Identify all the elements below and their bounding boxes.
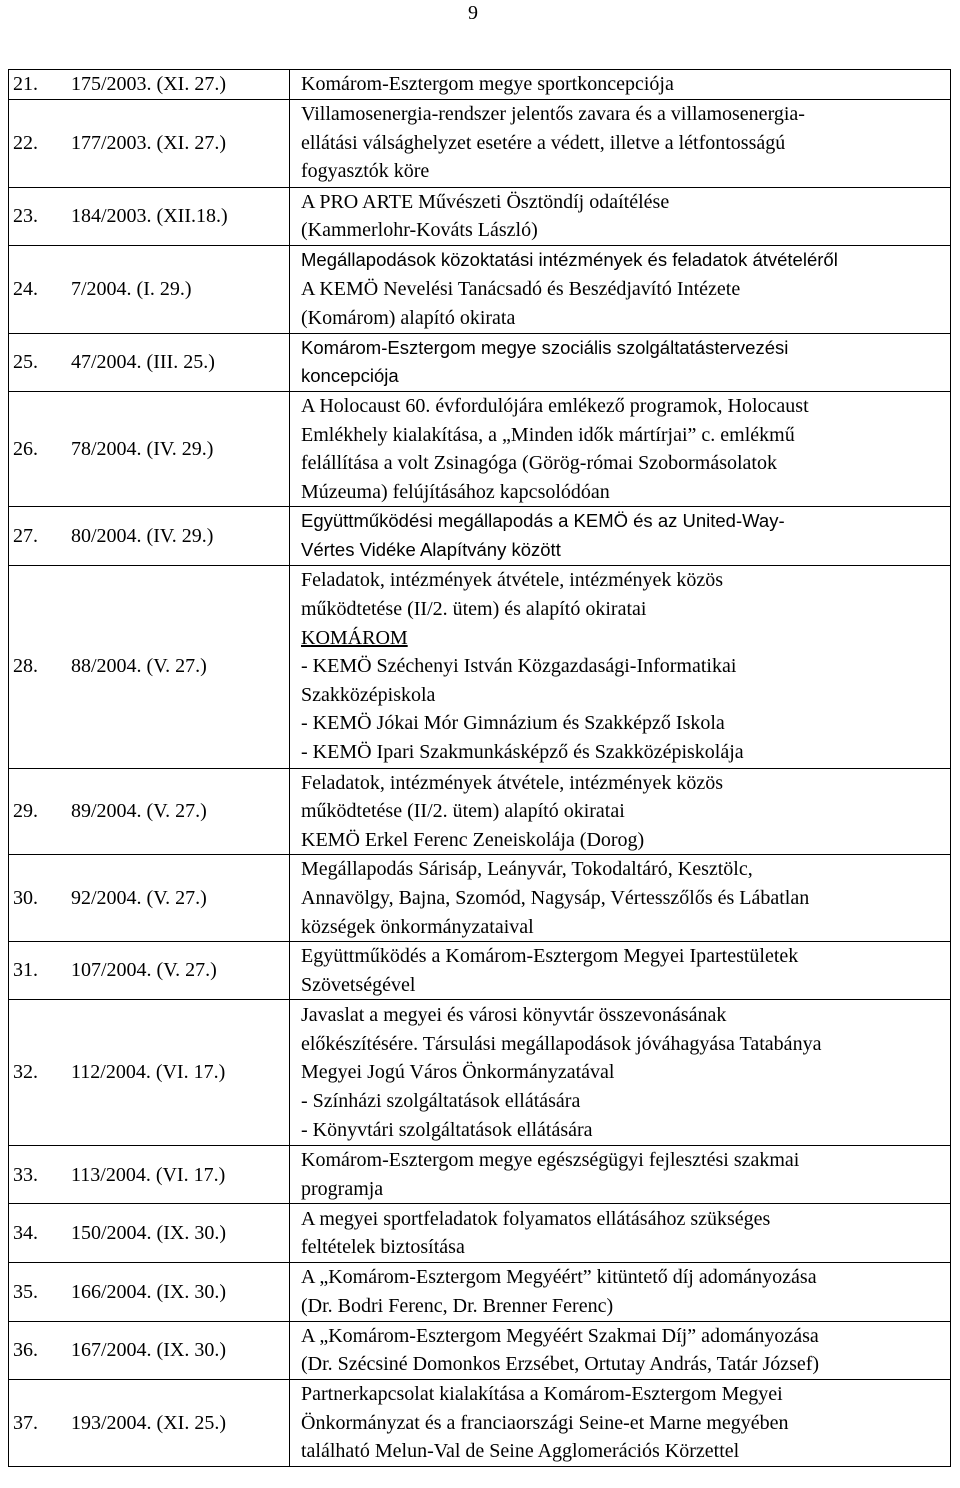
resolution-number-cell bbox=[9, 245, 290, 333]
resolution-number-cell bbox=[9, 99, 290, 187]
resolution-reference: 177/2003. (XI. 27.) bbox=[71, 131, 226, 154]
subject-line: Komárom-Esztergom megye sportkoncepciója bbox=[301, 73, 674, 95]
row-index: 31. bbox=[13, 959, 38, 982]
row-index: 29. bbox=[13, 800, 38, 823]
resolution-subject-cell bbox=[290, 1379, 951, 1466]
resolution-reference: 107/2004. (V. 27.) bbox=[71, 959, 217, 982]
resolution-reference: 167/2004. (IX. 30.) bbox=[71, 1338, 226, 1361]
table-row bbox=[9, 1000, 951, 1146]
table-row bbox=[9, 70, 951, 100]
resolution-reference: 80/2004. (IV. 29.) bbox=[71, 524, 214, 547]
subject-line: - KEMÖ Széchenyi István Közgazdasági-Informatikai bbox=[301, 655, 737, 678]
resolution-subject-cell bbox=[290, 1321, 951, 1379]
table-row bbox=[9, 1204, 951, 1263]
page-number-text: 9 bbox=[468, 2, 478, 24]
resolution-subject-cell bbox=[290, 333, 951, 391]
row-index: 34. bbox=[13, 1222, 38, 1245]
subject-line: Vértes Vidéke Alapítvány között bbox=[301, 538, 561, 560]
subject-line: KEMÖ Erkel Ferenc Zeneiskolája (Dorog) bbox=[301, 828, 645, 851]
table-row bbox=[9, 855, 951, 942]
table-row bbox=[9, 391, 951, 506]
table-row bbox=[9, 942, 951, 1000]
table-row bbox=[9, 507, 951, 565]
subject-line: - Könyvtári szolgáltatások ellátására bbox=[301, 1118, 593, 1141]
resolutions-table-body bbox=[9, 70, 951, 1467]
resolution-number-cell bbox=[9, 1146, 290, 1204]
table-row bbox=[9, 187, 951, 245]
table-row bbox=[9, 1263, 951, 1321]
subject-line: - KEMÖ Jókai Mór Gimnázium és Szakképző Iskola bbox=[301, 712, 725, 735]
subject-line: található Melun-Val de Seine Agglomerációs Körzettel bbox=[301, 1440, 740, 1463]
subject-line: Feladatok, intézmények átvétele, intézmények közös bbox=[301, 569, 724, 592]
subject-line: Szakközépiskola bbox=[301, 683, 436, 706]
subject-line: fogyasztók köre bbox=[301, 160, 430, 183]
subject-line: A Holocaust 60. évfordulójára emlékező programok, Holocaust bbox=[301, 394, 809, 417]
row-index: 24. bbox=[13, 277, 38, 300]
row-index: 27. bbox=[13, 524, 38, 547]
resolution-subject-cell bbox=[290, 187, 951, 245]
resolution-number-cell bbox=[9, 187, 290, 245]
subject-line: Villamosenergia-rendszer jelentős zavara és a villamosenergia- bbox=[301, 103, 805, 126]
resolution-number-cell bbox=[9, 942, 290, 1000]
resolution-reference: 150/2004. (IX. 30.) bbox=[71, 1222, 226, 1245]
resolution-subject-cell bbox=[290, 99, 951, 187]
resolution-subject-cell bbox=[290, 1204, 951, 1263]
table-row bbox=[9, 245, 951, 333]
subject-line: ellátási válsághelyzet esetére a védett, illetve a létfontosságú bbox=[301, 131, 786, 154]
subject-line: feltételek biztosítása bbox=[301, 1236, 465, 1259]
subject-line: községek önkormányzataival bbox=[301, 915, 534, 938]
resolution-reference: 175/2003. (XI. 27.) bbox=[71, 73, 226, 95]
subject-line: koncepciója bbox=[301, 365, 399, 387]
resolution-subject-cell bbox=[290, 1146, 951, 1204]
subject-line: Feladatok, intézmények átvétele, intézmények közös bbox=[301, 771, 724, 794]
subject-line: A PRO ARTE Művészeti Ösztöndíj odaítélése bbox=[301, 190, 670, 213]
table-row bbox=[9, 333, 951, 391]
subject-line: Emlékhely kialakítása, a „Minden idők mártírjai” c. emlékmű bbox=[301, 423, 795, 446]
resolution-subject-cell bbox=[290, 768, 951, 855]
subject-line: A KEMÖ Nevelési Tanácsadó és Beszédjavító Intézete bbox=[301, 277, 741, 300]
subject-line: Megállapodások közoktatási intézmények és feladatok átvételéről bbox=[301, 249, 838, 271]
resolution-number-cell bbox=[9, 855, 290, 942]
row-index: 35. bbox=[13, 1280, 38, 1303]
resolution-number-cell bbox=[9, 507, 290, 565]
resolution-subject-cell bbox=[290, 70, 951, 100]
resolution-number-cell bbox=[9, 1204, 290, 1263]
resolution-number-cell bbox=[9, 1379, 290, 1466]
subject-line: A „Komárom-Esztergom Megyéért” kitüntető díj adományozása bbox=[301, 1266, 817, 1289]
table-row bbox=[9, 768, 951, 855]
resolution-number-cell bbox=[9, 1321, 290, 1379]
resolution-subject-cell bbox=[290, 1263, 951, 1321]
row-index: 28. bbox=[13, 655, 38, 678]
subject-line: felállítása a volt Zsinagóga (Görög-római Szobormásolatok bbox=[301, 452, 777, 475]
resolution-subject-cell bbox=[290, 245, 951, 333]
resolution-subject-cell bbox=[290, 391, 951, 506]
subject-line: (Dr. Szécsiné Domonkos Erzsébet, Ortutay András, Tatár József) bbox=[301, 1353, 820, 1376]
subject-line: előkészítésére. Társulási megállapodások jóváhagyása Tatabánya bbox=[301, 1032, 822, 1055]
table-row bbox=[9, 99, 951, 187]
subject-line: Együttműködési megállapodás a KEMÖ és az United-Way- bbox=[301, 510, 785, 532]
subject-line: (Dr. Bodri Ferenc, Dr. Brenner Ferenc) bbox=[301, 1295, 614, 1318]
table-row bbox=[9, 1321, 951, 1379]
subject-line: A megyei sportfeladatok folyamatos ellátásához szükséges bbox=[301, 1207, 771, 1230]
subject-line: működtetése (II/2. ütem) és alapító okiratai bbox=[301, 598, 647, 621]
row-index: 26. bbox=[13, 437, 38, 460]
subject-line: Megállapodás Sárisáp, Leányvár, Tokodaltáró, Kesztölc, bbox=[301, 858, 753, 881]
resolution-reference: 112/2004. (VI. 17.) bbox=[71, 1061, 226, 1084]
resolution-reference: 193/2004. (XI. 25.) bbox=[71, 1411, 226, 1434]
subject-line: Önkormányzat és a franciaországi Seine-et Marne megyében bbox=[301, 1411, 789, 1434]
row-index: 22. bbox=[13, 131, 38, 154]
resolution-number-cell bbox=[9, 565, 290, 768]
resolution-reference: 47/2004. (III. 25.) bbox=[71, 351, 215, 374]
row-index: 25. bbox=[13, 351, 38, 374]
row-index: 36. bbox=[13, 1338, 38, 1361]
resolution-number-cell bbox=[9, 391, 290, 506]
subject-line: - KEMÖ Ipari Szakmunkásképző és Szakközépiskolája bbox=[301, 741, 744, 764]
row-index: 23. bbox=[13, 204, 38, 227]
row-index: 32. bbox=[13, 1061, 38, 1084]
subject-line: Múzeuma) felújításához kapcsolódóan bbox=[301, 480, 610, 503]
subject-line: Szövetségével bbox=[301, 973, 416, 996]
resolution-number-cell bbox=[9, 1000, 290, 1146]
resolution-subject-cell bbox=[290, 507, 951, 565]
resolution-reference: 7/2004. (I. 29.) bbox=[71, 277, 192, 300]
resolution-subject-cell bbox=[290, 1000, 951, 1146]
table-row bbox=[9, 1379, 951, 1466]
resolution-reference: 166/2004. (IX. 30.) bbox=[71, 1280, 226, 1303]
resolution-reference: 88/2004. (V. 27.) bbox=[71, 655, 207, 678]
subject-line: Együttműködés a Komárom-Esztergom Megyei Ipartestületek bbox=[301, 945, 799, 968]
subject-line: Partnerkapcsolat kialakítása a Komárom-Esztergom Megyei bbox=[301, 1382, 783, 1405]
resolutions-table bbox=[8, 69, 951, 1467]
subject-line: Komárom-Esztergom megye egészségügyi fejlesztési szakmai bbox=[301, 1149, 800, 1172]
resolution-reference: 89/2004. (V. 27.) bbox=[71, 800, 207, 823]
row-index: 30. bbox=[13, 886, 38, 909]
subject-line: Megyei Jogú Város Önkormányzatával bbox=[301, 1061, 615, 1084]
subject-line: (Kammerlohr-Kováts László) bbox=[301, 219, 538, 242]
resolution-reference: 92/2004. (V. 27.) bbox=[71, 886, 207, 909]
resolution-reference: 78/2004. (IV. 29.) bbox=[71, 437, 214, 460]
row-index: 21. bbox=[13, 73, 38, 95]
subject-line: KOMÁROM bbox=[301, 626, 408, 649]
subject-line: Javaslat a megyei és városi könyvtár összevonásának bbox=[301, 1004, 727, 1027]
subject-line: (Komárom) alapító okirata bbox=[301, 306, 516, 329]
resolution-reference: 113/2004. (VI. 17.) bbox=[71, 1163, 226, 1186]
resolution-subject-cell bbox=[290, 942, 951, 1000]
resolution-subject-cell bbox=[290, 855, 951, 942]
table-row bbox=[9, 1146, 951, 1204]
subject-line: - Színházi szolgáltatások ellátására bbox=[301, 1090, 581, 1113]
resolution-number-cell bbox=[9, 768, 290, 855]
resolution-number-cell bbox=[9, 70, 290, 100]
subject-line: Annavölgy, Bajna, Szomód, Nagysáp, Vértesszőlős és Lábatlan bbox=[301, 886, 810, 909]
subject-line: Komárom-Esztergom megye szociális szolgáltatástervezési bbox=[301, 336, 789, 358]
page-number bbox=[0, 2, 960, 25]
row-index: 33. bbox=[13, 1163, 38, 1186]
subject-line: működtetése (II/2. ütem) alapító okiratai bbox=[301, 800, 625, 823]
resolution-number-cell bbox=[9, 1263, 290, 1321]
resolution-number-cell bbox=[9, 333, 290, 391]
resolution-subject-cell bbox=[290, 565, 951, 768]
subject-line: programja bbox=[301, 1177, 384, 1200]
table-row bbox=[9, 565, 951, 768]
row-index: 37. bbox=[13, 1411, 38, 1434]
resolution-reference: 184/2003. (XII.18.) bbox=[71, 204, 228, 227]
subject-line: A „Komárom-Esztergom Megyéért Szakmai Díj” adományozása bbox=[301, 1324, 819, 1347]
